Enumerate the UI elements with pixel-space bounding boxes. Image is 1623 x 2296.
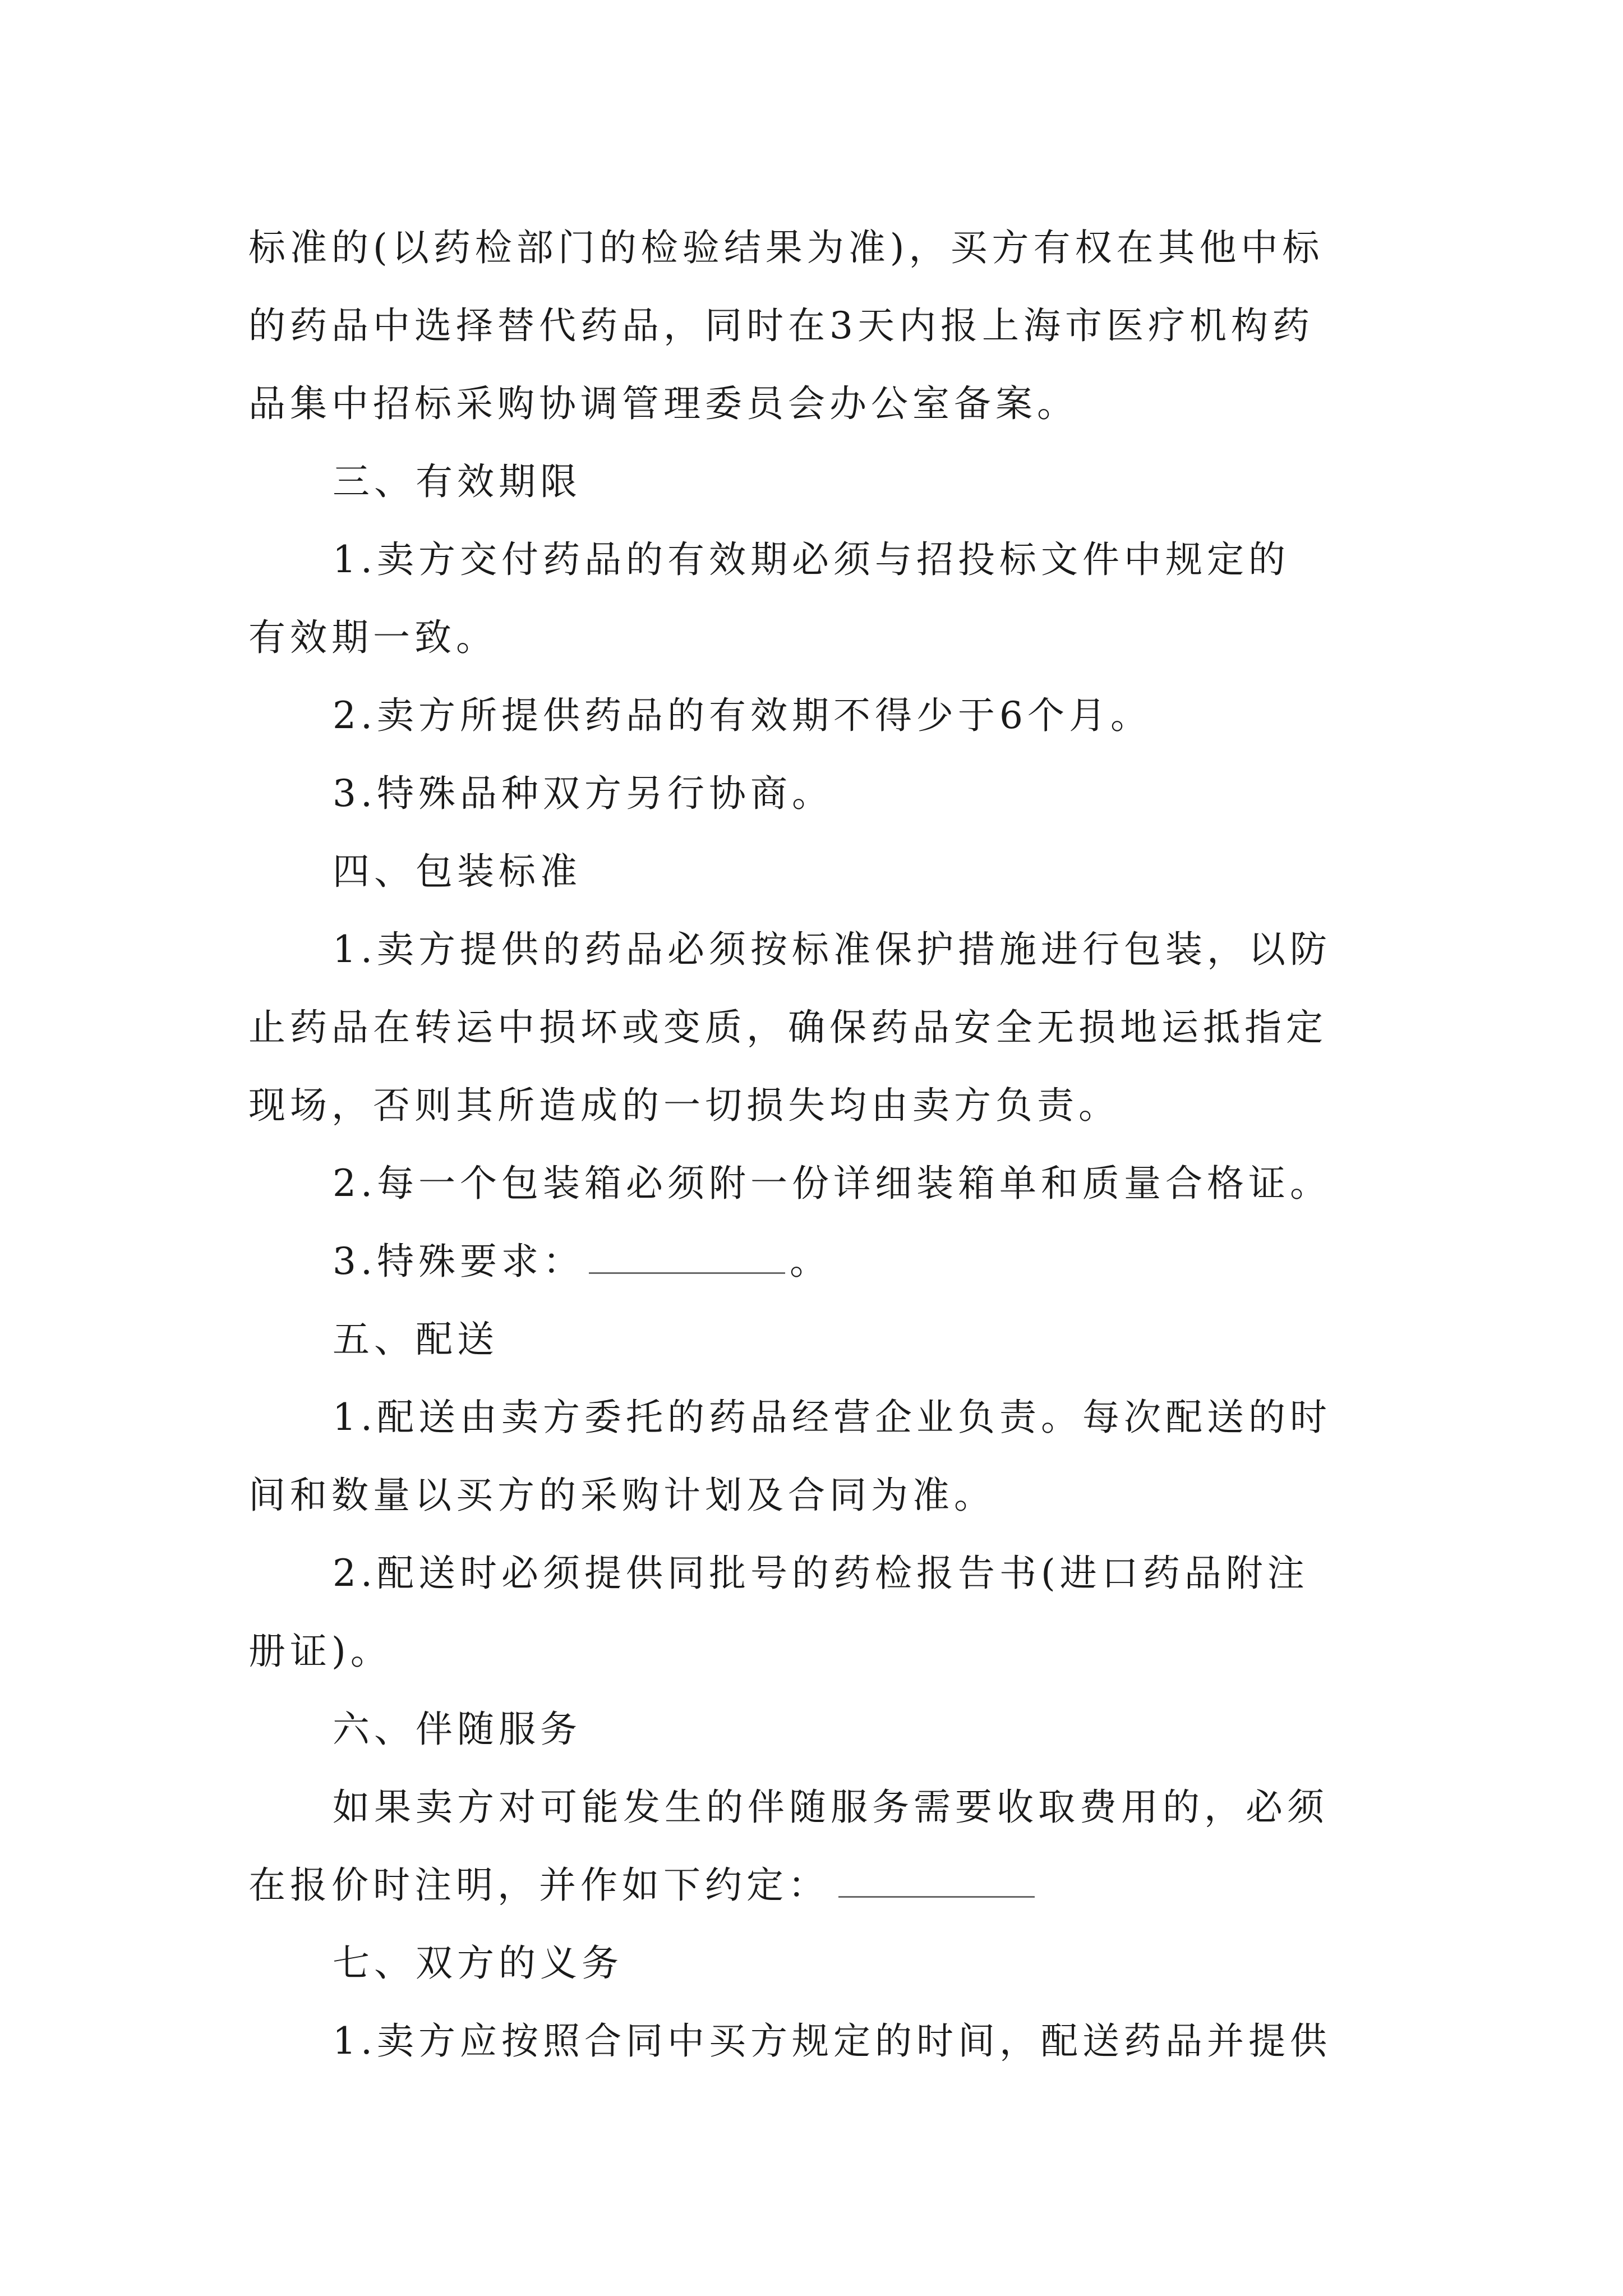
- paragraph-line: 3.特殊品种双方另行协商。: [333, 772, 833, 815]
- section-heading-7: 七、双方的义务: [333, 1941, 623, 1985]
- paragraph-line: 现场，否则其所造成的一切损失均由卖方负责。: [248, 1084, 1120, 1127]
- paragraph-line: 1.卖方提供的药品必须按标准保护措施进行包装，以防: [333, 928, 1331, 971]
- paragraph-line: 册证)。: [248, 1630, 392, 1673]
- section-heading-4: 四、包装标准: [333, 850, 582, 893]
- paragraph-line: 2.每一个包装箱必须附一份详细装箱单和质量合格证。: [333, 1162, 1331, 1205]
- paragraph-line: 如果卖方对可能发生的伴随服务需要收取费用的，必须: [333, 1786, 1329, 1829]
- paragraph-line: 标准的(以药检部门的检验结果为准)，买方有权在其他中标: [248, 226, 1324, 269]
- paragraph-line: 2.卖方所提供药品的有效期不得少于6个月。: [333, 694, 1152, 737]
- paragraph-line: 1.卖方交付药品的有效期必须与招投标文件中规定的: [333, 538, 1290, 581]
- paragraph-line: 间和数量以买方的采购计划及合同为准。: [248, 1474, 995, 1517]
- section-heading-5: 五、配送: [333, 1318, 499, 1361]
- section-heading-6: 六、伴随服务: [333, 1708, 582, 1751]
- section-heading-3: 三、有效期限: [333, 460, 582, 503]
- paragraph-line: 止药品在转运中损坏或变质，确保药品安全无损地运抵指定: [248, 1006, 1327, 1049]
- sentence-end: 。: [789, 1240, 831, 1283]
- paragraph-line: 品集中招标采购协调管理委员会办公室备案。: [248, 382, 1078, 425]
- special-requirements-label: 3.特殊要求：: [333, 1240, 584, 1283]
- paragraph-line: 2.配送时必须提供同批号的药检报告书(进口药品附注: [333, 1552, 1309, 1595]
- agreement-label: 在报价时注明，并作如下约定：: [248, 1864, 829, 1907]
- special-requirements-line: [248, 1222, 1381, 1300]
- agreement-line: [248, 1846, 1381, 1924]
- fill-in-blank: [589, 1235, 785, 1274]
- fill-in-blank: [838, 1859, 1035, 1898]
- paragraph-line: 的药品中选择替代药品，同时在3天内报上海市医疗机构药: [248, 304, 1314, 347]
- paragraph-line: 1.卖方应按照合同中买方规定的时间，配送药品并提供: [333, 2019, 1331, 2063]
- paragraph-line: 1.配送由卖方委托的药品经营企业负责。每次配送的时: [333, 1396, 1331, 1439]
- paragraph-line: 有效期一致。: [248, 616, 497, 659]
- document-body: [248, 209, 1381, 2080]
